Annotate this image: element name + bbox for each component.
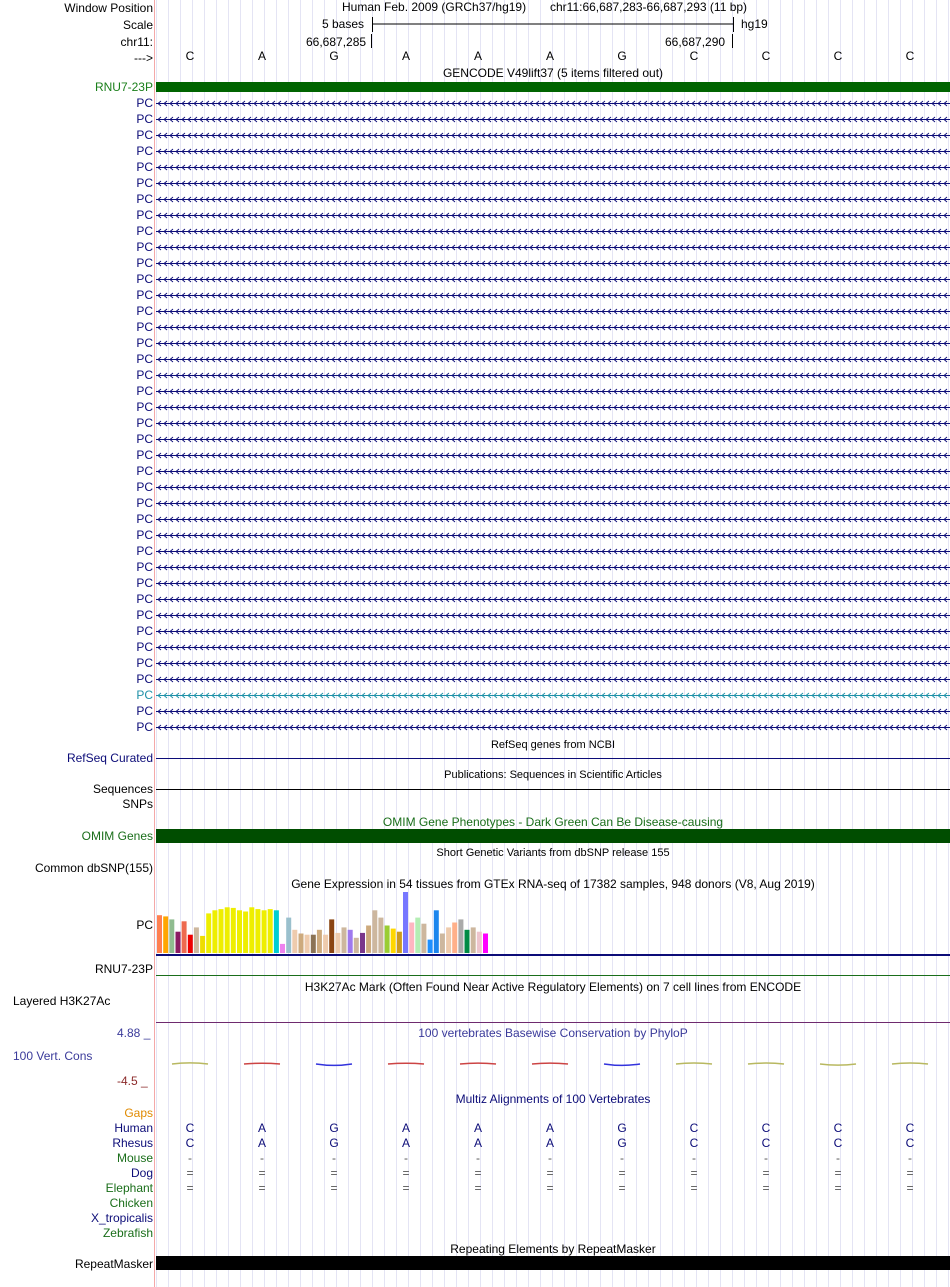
phylop-score-mark[interactable] (532, 1063, 568, 1064)
gencode-row-label[interactable]: PC (136, 496, 153, 510)
coord-left: 66,687,285 (306, 35, 367, 49)
gencode-transcript-line[interactable] (156, 290, 950, 300)
gtex-tissue-bar[interactable] (206, 913, 211, 953)
alignment-char: = (762, 1181, 770, 1195)
alignment-char: = (690, 1181, 698, 1195)
gtex-tissue-bar[interactable] (342, 927, 347, 953)
alignment-char: C (905, 1136, 915, 1150)
gencode-transcript-line[interactable] (156, 354, 950, 364)
gencode-transcript-line[interactable] (156, 674, 950, 684)
gtex-tissue-bar[interactable] (231, 908, 236, 953)
gtex-pc-gene-line[interactable] (156, 954, 950, 956)
gencode-row-label[interactable]: PC (136, 656, 153, 670)
gencode-row-label[interactable]: PC (136, 288, 153, 302)
alignment-char: C (833, 1136, 843, 1150)
alignment-char: - (908, 1151, 912, 1165)
gtex-tissue-bar[interactable] (354, 938, 359, 953)
gtex-tissue-bar[interactable] (200, 936, 205, 953)
alignment-char: A (545, 1136, 554, 1150)
base-letter: C (833, 49, 843, 63)
gtex-tissue-bar[interactable] (292, 930, 297, 953)
gencode-transcript-line[interactable] (156, 114, 950, 124)
alignment-char: C (185, 1121, 195, 1135)
phylop-min: -4.5 _ (117, 1074, 148, 1088)
alignment-char: - (548, 1151, 552, 1165)
multiz-gaps-label: Gaps (124, 1106, 153, 1120)
gencode-transcript-line[interactable] (156, 690, 950, 700)
alignment-char: C (689, 1136, 699, 1150)
scale-label: Scale (122, 18, 153, 32)
gtex-tissue-bar[interactable] (483, 934, 488, 954)
alignment-char: = (474, 1181, 482, 1195)
gtex-rnu-label[interactable]: RNU7-23P (94, 962, 153, 976)
alignment-char: A (473, 1121, 482, 1135)
gtex-tissue-bar[interactable] (397, 932, 402, 953)
gtex-tissue-bar[interactable] (477, 932, 482, 953)
alignment-char: = (762, 1166, 770, 1180)
alignment-char: = (546, 1181, 554, 1195)
gencode-row-label[interactable]: PC (136, 432, 153, 446)
alignment-char: = (834, 1181, 842, 1195)
base-letter: C (185, 49, 195, 63)
h3k27ac-baseline (156, 1022, 950, 1023)
gtex-tissue-bar[interactable] (366, 926, 371, 953)
assembly-name: hg19 (741, 17, 768, 31)
gencode-row-label[interactable]: PC (136, 608, 153, 622)
gencode-transcript-line[interactable] (156, 418, 950, 428)
alignment-char: - (836, 1151, 840, 1165)
gtex-tissue-bar[interactable] (415, 918, 420, 953)
gtex-tissue-bar[interactable] (157, 915, 162, 953)
gtex-tissue-bar[interactable] (176, 932, 181, 953)
multiz-species-label[interactable]: X_tropicalis (90, 1211, 153, 1225)
phylop-label[interactable]: 100 Vert. Cons (13, 1049, 93, 1063)
alignment-char: = (834, 1166, 842, 1180)
gtex-tissue-bar[interactable] (335, 933, 340, 953)
gencode-row-label[interactable]: PC (136, 320, 153, 334)
gtex-tissue-bar[interactable] (188, 935, 193, 953)
gencode-row-label[interactable]: PC (136, 176, 153, 190)
refseq-label[interactable]: RefSeq Curated (66, 751, 153, 765)
alignment-char: = (906, 1166, 914, 1180)
alignment-char: = (690, 1166, 698, 1180)
gtex-tissue-bar[interactable] (452, 923, 457, 954)
alignment-char: - (620, 1151, 624, 1165)
refseq-line[interactable] (156, 758, 950, 759)
gtex-tissue-bar[interactable] (428, 940, 433, 953)
label-separator (154, 0, 155, 1287)
alignment-char: - (332, 1151, 336, 1165)
gtex-tissue-bar[interactable] (385, 926, 390, 953)
gtex-tissue-bar[interactable] (465, 930, 470, 953)
gencode-row-label[interactable]: PC (136, 544, 153, 558)
gencode-transcript-line[interactable] (156, 274, 950, 284)
gencode-transcript-line[interactable] (156, 482, 950, 492)
gencode-transcript-line[interactable] (156, 626, 950, 636)
gencode-transcript-line[interactable] (156, 386, 950, 396)
gtex-tissue-bar[interactable] (372, 910, 377, 953)
gtex-tissue-bar[interactable] (329, 919, 334, 953)
gencode-row-label[interactable]: PC (136, 480, 153, 494)
gencode-transcript-line[interactable] (156, 658, 950, 668)
base-letter: C (761, 49, 771, 63)
gencode-transcript-line[interactable] (156, 258, 950, 268)
phylop-score-mark[interactable] (316, 1064, 352, 1065)
gencode-row-label[interactable]: PC (136, 624, 153, 638)
alignment-char: G (617, 1136, 627, 1150)
multiz-species-label[interactable]: Rhesus (112, 1136, 153, 1150)
gencode-row-label[interactable]: PC (136, 704, 153, 718)
gencode-row-label[interactable]: PC (136, 416, 153, 430)
coord-right: 66,687,290 (665, 35, 726, 49)
alignment-char: C (761, 1121, 771, 1135)
alignment-char: = (906, 1181, 914, 1195)
h3k27ac-label[interactable]: Layered H3K27Ac (13, 994, 111, 1008)
multiz-species-label[interactable]: Human (114, 1121, 153, 1135)
gencode-row-label[interactable]: PC (136, 112, 153, 126)
gtex-tissue-bar[interactable] (305, 935, 310, 953)
gencode-row-label[interactable]: PC (136, 688, 153, 702)
omim-title: OMIM Gene Phenotypes - Dark Green Can Be Disease-causing (382, 815, 724, 829)
alignment-char: A (545, 1121, 554, 1135)
gencode-transcript-line[interactable] (156, 594, 950, 604)
gencode-row-label[interactable]: PC (136, 720, 153, 734)
scale-bar (372, 15, 734, 35)
gencode-row-label[interactable]: PC (136, 336, 153, 350)
gencode-transcript-line[interactable] (156, 530, 950, 540)
gtex-tissue-bar[interactable] (243, 912, 248, 954)
phylop-plot[interactable] (156, 1040, 950, 1085)
gencode-transcript-line[interactable] (156, 402, 950, 412)
phylop-score-mark[interactable] (388, 1063, 424, 1064)
base-letter: A (545, 49, 554, 63)
gencode-row-label[interactable]: PC (136, 576, 153, 590)
gtex-tissue-bar[interactable] (299, 934, 304, 954)
gencode-row-label[interactable]: PC (136, 304, 153, 318)
gencode-transcript-line[interactable] (156, 562, 950, 572)
alignment-char: C (833, 1121, 843, 1135)
omim-label[interactable]: OMIM Genes (81, 829, 153, 843)
gencode-transcript-line[interactable] (156, 98, 950, 108)
gencode-transcript-line[interactable] (156, 194, 950, 204)
gencode-transcript-line[interactable] (156, 162, 950, 172)
gencode-first-label[interactable]: RNU7-23P (94, 80, 153, 94)
multiz-species-label[interactable]: Dog (130, 1166, 153, 1180)
base-letter: C (689, 49, 699, 63)
alignment-char: = (402, 1181, 410, 1195)
gtex-tissue-bar[interactable] (378, 918, 383, 953)
base-letter: A (401, 49, 410, 63)
gtex-tissue-bar[interactable] (237, 910, 242, 953)
gencode-row-label[interactable]: PC (136, 512, 153, 526)
gencode-row-label[interactable]: PC (136, 192, 153, 206)
gencode-row-label[interactable]: PC (136, 144, 153, 158)
alignment-char: A (257, 1121, 266, 1135)
phylop-score-mark[interactable] (892, 1063, 928, 1064)
gencode-row-label[interactable]: PC (136, 256, 153, 270)
gencode-row-label[interactable]: PC (136, 208, 153, 222)
multiz-species-label[interactable]: Zebrafish (102, 1226, 153, 1240)
gencode-row-label[interactable]: PC (136, 528, 153, 542)
phylop-score-mark[interactable] (748, 1063, 784, 1064)
gencode-row-label[interactable]: PC (136, 96, 153, 110)
gencode-transcript-line[interactable] (156, 722, 950, 732)
gencode-title: GENCODE V49lift37 (5 items filtered out) (442, 66, 664, 80)
gtex-tissue-bar[interactable] (280, 944, 285, 953)
gencode-transcript-line[interactable] (156, 242, 950, 252)
gencode-row-label[interactable]: PC (136, 400, 153, 414)
gtex-tissue-bar[interactable] (348, 930, 353, 953)
gtex-tissue-bar[interactable] (255, 909, 260, 953)
gencode-transcript-line[interactable] (156, 322, 950, 332)
gtex-tissue-bar[interactable] (311, 935, 316, 953)
gencode-transcript-line[interactable] (156, 706, 950, 716)
gencode-row-label[interactable]: PC (136, 640, 153, 654)
omim-block[interactable] (156, 829, 950, 843)
alignment-char: = (186, 1166, 194, 1180)
alignment-char: = (330, 1181, 338, 1195)
dbsnp-title: Short Genetic Variants from dbSNP release 155 (436, 847, 670, 859)
gencode-transcript-line[interactable] (156, 178, 950, 188)
scale-text: 5 bases (322, 17, 365, 31)
assembly-title: Human Feb. 2009 (GRCh37/hg19) (342, 0, 527, 14)
gencode-transcript-line[interactable] (156, 306, 950, 316)
gencode-row-label[interactable]: PC (136, 272, 153, 286)
alignment-char: A (473, 1136, 482, 1150)
gencode-transcript-line[interactable] (156, 642, 950, 652)
gencode-transcript-line[interactable] (156, 610, 950, 620)
gencode-row-label[interactable]: PC (136, 672, 153, 686)
alignment-char: A (401, 1121, 410, 1135)
alignment-char: = (258, 1181, 266, 1195)
gtex-tissue-bar[interactable] (360, 933, 365, 953)
gtex-bar-chart[interactable] (156, 890, 950, 956)
gtex-tissue-bar[interactable] (409, 923, 414, 954)
gencode-row-label[interactable]: PC (136, 368, 153, 382)
gtex-tissue-bar[interactable] (212, 910, 217, 953)
alignment-char: = (474, 1166, 482, 1180)
alignment-char: C (761, 1136, 771, 1150)
gencode-transcript-line[interactable] (156, 434, 950, 444)
alignment-char: C (905, 1121, 915, 1135)
publications-title: Publications: Sequences in Scientific Articles (444, 769, 662, 781)
gtex-rnu-gene-line[interactable] (156, 975, 950, 976)
phylop-score-mark[interactable] (676, 1063, 712, 1064)
gtex-tissue-bar[interactable] (440, 934, 445, 954)
gtex-tissue-bar[interactable] (458, 919, 463, 953)
gtex-tissue-bar[interactable] (434, 910, 439, 953)
alignment-char: - (188, 1151, 192, 1165)
repeatmasker-label[interactable]: RepeatMasker (74, 1257, 153, 1271)
base-letter: G (329, 49, 339, 63)
alignment-char: = (618, 1181, 626, 1195)
repeatmasker-title: Repeating Elements by RepeatMasker (450, 1242, 656, 1256)
gtex-tissue-bar[interactable] (323, 935, 328, 953)
gencode-transcript-line[interactable] (156, 226, 950, 236)
multiz-title: Multiz Alignments of 100 Vertebrates (455, 1092, 651, 1106)
base-letter: G (617, 49, 627, 63)
gencode-transcript-line[interactable] (156, 546, 950, 556)
gencode-transcript-line[interactable] (156, 130, 950, 140)
alignment-char: - (692, 1151, 696, 1165)
gtex-tissue-bar[interactable] (403, 892, 408, 953)
publications-label[interactable]: Sequences (92, 782, 153, 796)
publications-line[interactable] (156, 789, 950, 790)
gencode-transcript-line[interactable] (156, 450, 950, 460)
gencode-row-label[interactable]: PC (136, 464, 153, 478)
h3k27ac-title: H3K27Ac Mark (Often Found Near Active Regulatory Elements) on 7 cell lines from ENCODE (304, 980, 802, 994)
gtex-tissue-bar[interactable] (421, 924, 426, 953)
gencode-transcript-line[interactable] (156, 338, 950, 348)
gencode-row-label[interactable]: PC (136, 352, 153, 366)
alignment-char: = (186, 1181, 194, 1195)
alignment-char: C (689, 1121, 699, 1135)
gtex-tissue-bar[interactable] (391, 929, 396, 953)
gencode-transcript-line[interactable] (156, 498, 950, 508)
gtex-tissue-bar[interactable] (446, 927, 451, 953)
alignment-char: = (546, 1166, 554, 1180)
gtex-tissue-bar[interactable] (169, 919, 174, 953)
gtex-tissue-bar[interactable] (286, 918, 291, 953)
alignment-char: G (617, 1121, 627, 1135)
gencode-row-label[interactable]: PC (136, 448, 153, 462)
gencode-row-label[interactable]: PC (136, 592, 153, 606)
chrom-label: chr11: (120, 35, 153, 49)
gencode-transcript-line[interactable] (156, 370, 950, 380)
position-text[interactable]: chr11:66,687,283-66,687,293 (11 bp) (550, 0, 748, 14)
alignment-char: - (404, 1151, 408, 1165)
alignment-char: = (330, 1166, 338, 1180)
gencode-row-label[interactable]: PC (136, 384, 153, 398)
gencode-transcript-line[interactable] (156, 146, 950, 156)
dbsnp-label[interactable]: Common dbSNP(155) (34, 861, 153, 875)
gtex-tissue-bar[interactable] (317, 930, 322, 953)
multiz-species-label[interactable]: Mouse (116, 1151, 153, 1165)
gtex-title: Gene Expression in 54 tissues from GTEx RNA-seq of 17382 samples, 948 donors (V8, Aug 2019) (291, 877, 815, 891)
phylop-score-mark[interactable] (244, 1063, 280, 1064)
window-position-label: Window Position (64, 1, 153, 15)
alignment-char: A (401, 1136, 410, 1150)
gencode-row-label[interactable]: PC (136, 224, 153, 238)
alignment-char: C (185, 1136, 195, 1150)
alignment-char: - (764, 1151, 768, 1165)
repeatmasker-block[interactable] (156, 1256, 950, 1270)
gencode-transcript-line[interactable] (156, 466, 950, 476)
alignment-char: = (618, 1166, 626, 1180)
alignment-char: G (329, 1121, 339, 1135)
phylop-score-mark[interactable] (604, 1064, 640, 1065)
gtex-tissue-bar[interactable] (268, 909, 273, 953)
gtex-tissue-bar[interactable] (471, 927, 476, 953)
gencode-row-label[interactable]: PC (136, 128, 153, 142)
alignment-char: = (402, 1166, 410, 1180)
rnu7-23p-gene-block[interactable] (156, 82, 950, 92)
alignment-char: = (258, 1166, 266, 1180)
gencode-transcript-line[interactable] (156, 514, 950, 524)
gtex-tissue-bar[interactable] (262, 910, 267, 953)
base-letter: C (905, 49, 915, 63)
coord-ticks (371, 34, 735, 50)
gencode-row-label[interactable]: PC (136, 160, 153, 174)
gtex-tissue-bar[interactable] (249, 907, 254, 953)
gtex-tissue-bar[interactable] (219, 909, 224, 953)
gtex-tissue-bar[interactable] (225, 907, 230, 953)
strand-label: ---> (134, 51, 153, 65)
phylop-score-mark[interactable] (460, 1063, 496, 1064)
multiz-species-label[interactable]: Chicken (109, 1196, 153, 1210)
refseq-title: RefSeq genes from NCBI (490, 739, 616, 751)
gencode-row-label[interactable]: PC (136, 560, 153, 574)
phylop-title: 100 vertebrates Basewise Conservation by PhyloP (418, 1026, 688, 1040)
gtex-tissue-bar[interactable] (163, 916, 168, 953)
multiz-species-label[interactable]: Elephant (105, 1181, 153, 1195)
gtex-tissue-bar[interactable] (194, 927, 199, 953)
phylop-score-mark[interactable] (172, 1063, 208, 1064)
base-letter: A (473, 49, 482, 63)
phylop-score-mark[interactable] (820, 1064, 856, 1065)
gtex-tissue-bar[interactable] (182, 921, 187, 953)
gtex-tissue-bar[interactable] (274, 910, 279, 953)
gencode-row-label[interactable]: PC (136, 240, 153, 254)
base-letter: A (257, 49, 266, 63)
gencode-transcript-line[interactable] (156, 210, 950, 220)
alignment-char: A (257, 1136, 266, 1150)
gencode-transcript-line[interactable] (156, 578, 950, 588)
alignment-char: G (329, 1136, 339, 1150)
snps-label: SNPs (122, 797, 153, 811)
alignment-char: - (476, 1151, 480, 1165)
gtex-pc-label[interactable]: PC (136, 918, 153, 932)
phylop-max: 4.88 _ (117, 1026, 151, 1040)
alignment-char: - (260, 1151, 264, 1165)
